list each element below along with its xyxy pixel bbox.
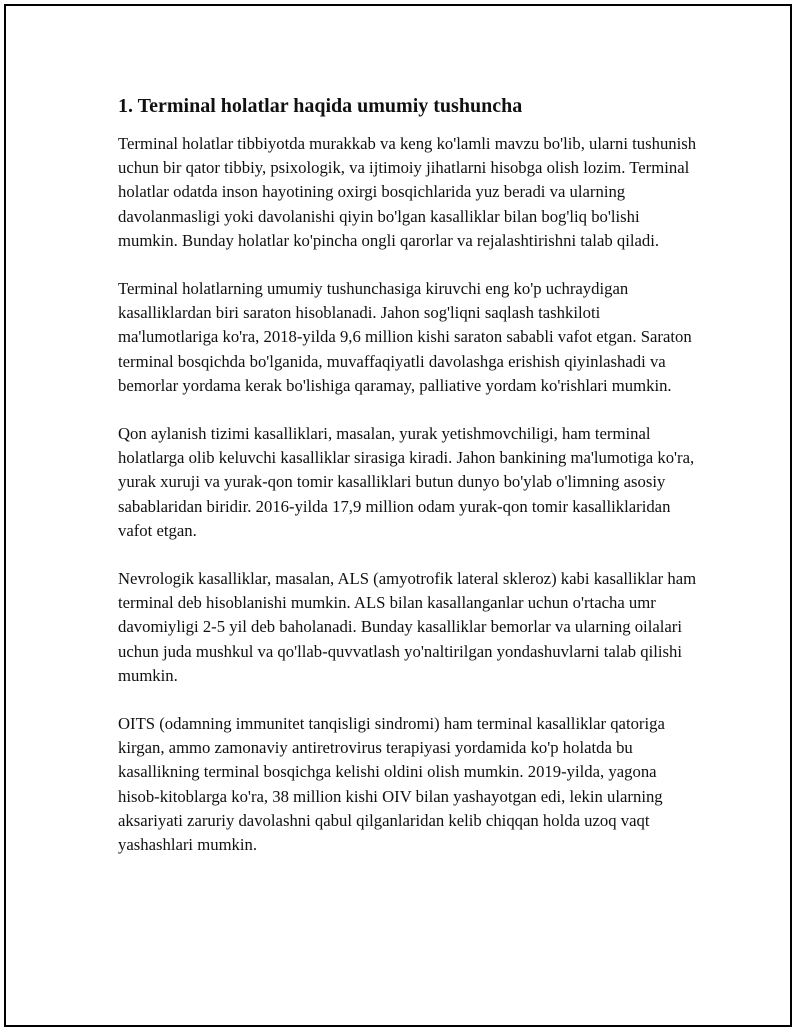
paragraph-neurological: Nevrologik kasalliklar, masalan, ALS (amyotrofik lateral skleroz) kabi kasalliklar ham terminal deb hisoblanishi mumkin. ALS bilan kasallanganlar uchun o'rtacha umr davomiyligi 2-5 yil deb baholanadi. Bunday kasalliklar bemorlar va ularning oilalari uchun juda mushkul va qo'llab-quvvatlash yo'naltirilgan yondashuvlarni talab qilishi mumkin. [118,569,697,685]
paragraph-cardiovascular: Qon aylanish tizimi kasalliklari, masalan, yurak yetishmovchiligi, ham terminal holatlarga olib keluvchi kasalliklar sirasiga kiradi. Jahon bankining ma'lumotiga ko'ra, yurak xuruji va yurak-qon tomir kasalliklari butun dunyo bo'ylab o'limning asosiy sabablaridan biridir. 2016-yilda 17,9 million odam yurak-qon tomir kasalliklaridan vafot etgan. [118,424,695,540]
paragraph-aids: OITS (odamning immunitet tanqisligi sindromi) ham terminal kasalliklar qatoriga kirgan, ammo zamonaviy antiretrovirus terapiyasi yordamida ko'p holatda bu kasallikning terminal bosqichga kelishi oldini olish mumkin. 2019-yilda, yagona hisob-kitoblarga ko'ra, 38 million kishi OIV bilan yashayotgan edi, lekin ularning aksariyati zaruriy davolashni qabul qilganlaridan kelib chiqqan holda uzoq vaqt yashashlari mumkin. [118,714,665,855]
paragraph-intro: Terminal holatlar tibbiyotda murakkab va keng ko'lamli mavzu bo'lib, ularni tushunish uchun bir qator tibbiy, psixologik, va ijtimoiy jihatlarni hisobga olish lozim. Terminal holatlar odatda inson hayotining oxirgi bosqichlarida yuz beradi va ularning davolanmasligi yoki davolanishi qiyin bo'lgan kasalliklar bilan bog'liq bo'lishi mumkin. Bunday holatlar ko'pincha ongli qarorlar va rejalashtirishni talab qiladi. [118,134,697,250]
document-body [118,94,698,881]
paragraph-cancer: Terminal holatlarning umumiy tushunchasiga kiruvchi eng ko'p uchraydigan kasalliklardan biri saraton hisoblanadi. Jahon sog'liqni saqlash tashkiloti ma'lumotlariga ko'ra, 2018-yilda 9,6 million kishi saraton sababli vafot etgan. Saraton terminal bosqichda bo'lganida, muvaffaqiyatli davolashga erishish qiyinlashadi va bemorlar yordama kerak bo'lishiga qaramay, palliative yordam ko'rishlari mumkin. [118,279,692,395]
section-heading: 1. Terminal holatlar haqida umumiy tushuncha [118,95,523,117]
